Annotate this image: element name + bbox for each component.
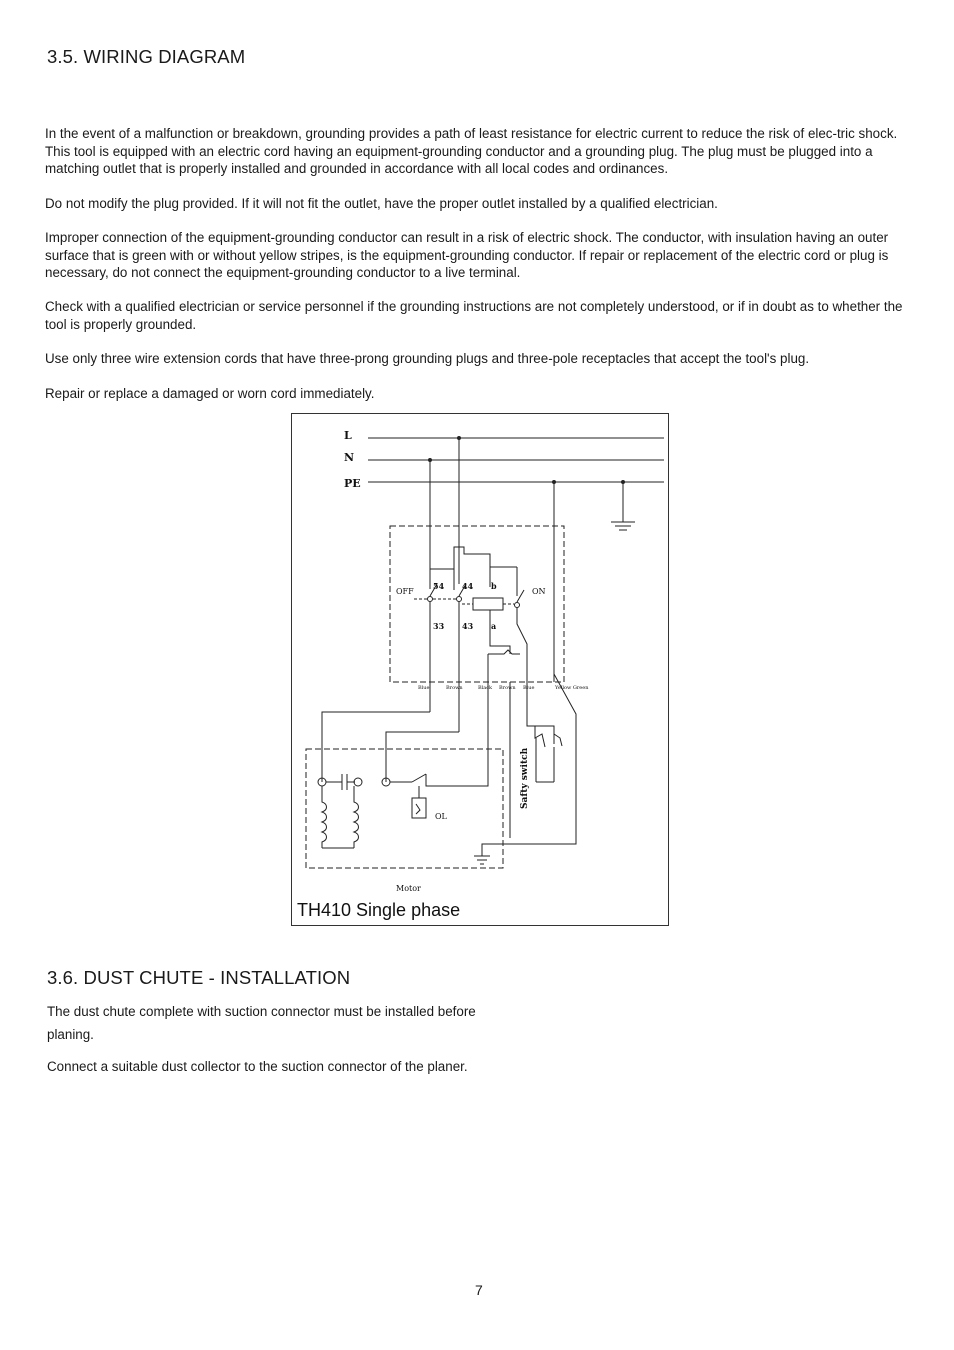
- paragraph-grounding: In the event of a malfunction or breakdown, grounding provides a path of least resistance for electric current to reduce the risk of elec-tric shock. This tool is equipped with an electric cord having an equipment-grounding conductor and a grounding plug. The plug must be plugged into a matching outlet that is properly installed and grounded in accordance with all local codes and ordinances.: [45, 126, 898, 177]
- label-motor: Motor: [396, 884, 421, 893]
- paragraph-repair: Repair or replace a damaged or worn cord immediately.: [45, 386, 375, 401]
- label-terminal-43: 43: [462, 621, 474, 631]
- label-wire-brown-2: Brown: [499, 685, 516, 691]
- paragraph-conductor: Improper connection of the equipment-grounding conductor can result in a risk of electric shock. The conductor, with insulation having an outer surface that is green with or without yellow stripes, is the equipment-grounding conductor. If repair or replacement of the electric cord or plug is necessary, do not connect the equipment-grounding conductor to a live terminal.: [45, 230, 889, 281]
- paragraph-check: Check with a qualified electrician or service personnel if the grounding instructions are not completely understood, or if in doubt as to whether the tool is properly grounded.: [45, 299, 903, 332]
- label-n: N: [344, 451, 355, 464]
- label-wire-blue-2: Blue: [523, 685, 535, 691]
- label-terminal-54: 54: [433, 581, 445, 591]
- label-terminal-a: a: [491, 621, 497, 631]
- paragraph-dust-chute: The dust chute complete with suction connector must be installed before planing.: [47, 1004, 476, 1042]
- diagram-caption: TH410 Single phase: [297, 900, 461, 920]
- section-heading-wiring: 3.5. WIRING DIAGRAM: [47, 46, 246, 67]
- label-ol: OL: [435, 812, 447, 821]
- page-number: 7: [475, 1282, 483, 1298]
- label-wire-yellow-green: Yellow Green: [555, 685, 589, 691]
- label-terminal-44: 44: [462, 581, 474, 591]
- wiring-schematic: [292, 414, 668, 925]
- paragraph-plug: Do not modify the plug provided. If it will not fit the outlet, have the proper outlet installed by a qualified electrician.: [45, 196, 718, 211]
- paragraph-dust-collector: Connect a suitable dust collector to the suction connector of the planer.: [47, 1059, 468, 1074]
- label-terminal-b: b: [491, 581, 497, 591]
- wiring-diagram: [291, 413, 669, 926]
- label-wire-black: Black: [478, 685, 493, 691]
- label-on: ON: [532, 587, 546, 596]
- label-safety-switch: Safty switch: [520, 747, 530, 809]
- label-pe: PE: [344, 477, 361, 490]
- label-wire-brown: Brown: [446, 685, 463, 691]
- label-l: L: [344, 429, 352, 442]
- section-heading-dust-chute: 3.6. DUST CHUTE - INSTALLATION: [47, 967, 351, 988]
- label-off: OFF: [396, 587, 414, 596]
- label-terminal-33: 33: [433, 621, 445, 631]
- label-wire-blue: Blue: [418, 685, 430, 691]
- paragraph-extension: Use only three wire extension cords that have three-prong grounding plugs and three-pole receptacles that accept the tool's plug.: [45, 351, 810, 366]
